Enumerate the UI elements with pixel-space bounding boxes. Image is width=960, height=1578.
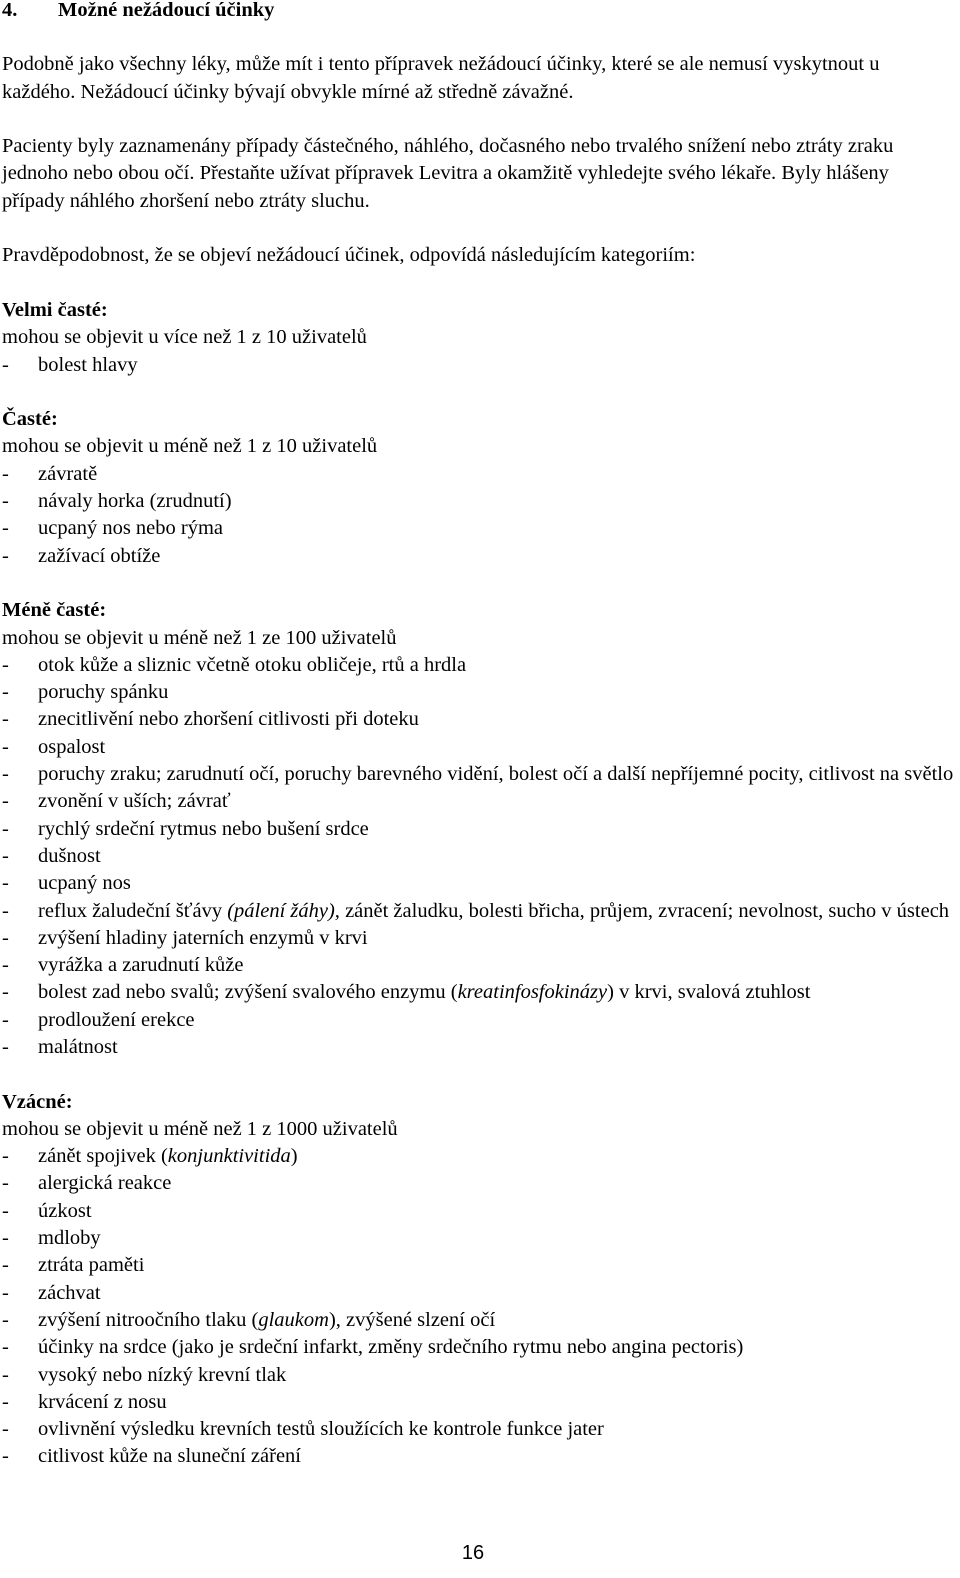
list-item: - znecitlivění nebo zhoršení citlivosti při doteku [2,708,419,731]
list-item: - mdloby [2,1227,101,1250]
category-frequency: mohou se objevit u méně než 1 ze 100 uživatelů [2,626,397,649]
list-item: - zánět spojivek (konjunktivitida) [2,1145,298,1168]
list-item: - zvonění v uších; závrať [2,790,231,813]
list-item: - ospalost [2,735,106,758]
stop-advice-text: Přestaňte užívat přípravek Levitra a okamžitě vyhledejte svého lékaře. [199,162,777,185]
hearing-warning-text: Byly hlášeny případy náhlého zhoršení nebo ztráty sluchu. [2,162,889,212]
list-item: - malátnost [2,1035,118,1058]
list-item: - reflux žaludeční šťávy (pálení žáhy), zánět žaludku, bolesti břicha, průjem, zvracení; nevolnost, sucho v ústech [2,899,950,922]
category-common [2,406,954,570]
list-item: - návaly horka (zrudnutí) [2,490,232,513]
section-heading [2,0,954,24]
list-item: - záchvat [2,1281,101,1304]
category-frequency: mohou se objevit u více než 1 z 10 uživatelů [2,326,367,349]
vision-warning-paragraph [2,133,954,215]
category-very-common [2,297,954,379]
list-item: - alergická reakce [2,1172,172,1195]
category-title: Časté: [2,408,58,431]
section-title: Možné nežádoucí účinky [58,0,275,21]
category-title: Vzácné: [2,1090,73,1113]
category-title: Velmi časté: [2,298,108,321]
list-item: - krvácení z nosu [2,1390,167,1413]
list-item: - prodloužení erekce [2,1008,195,1031]
category-title: Méně časté: [2,599,107,622]
list-item: - zažívací obtíže [2,544,161,567]
list-item: - poruchy spánku [2,681,169,704]
list-item: - otok kůže a sliznic včetně otoku obličeje, rtů a hrdla [2,653,467,676]
list-item: - poruchy zraku; zarudnutí očí, poruchy barevného vidění, bolest očí a další nepříjemné pocity, citlivost na světlo [2,763,954,786]
document-page [2,0,954,1498]
category-rare [2,1089,954,1471]
category-frequency: mohou se objevit u méně než 1 z 10 uživatelů [2,435,378,458]
list-item: - účinky na srdce (jako je srdeční infarkt, změny srdečního rytmu nebo angina pectoris) [2,1336,744,1359]
list-item: - ucpaný nos nebo rýma [2,517,224,540]
list-item: - dušnost [2,844,101,867]
list-item: - bolest zad nebo svalů; zvýšení svalového enzymu (kreatinfosfokinázy) v krvi, svalová ztuhlost [2,981,811,1004]
vision-warning-text: Pacienty byly zaznamenány případy částečného, náhlého, dočasného nebo trvalého snížení nebo ztráty zraku jednoho nebo obou očí. [2,135,894,185]
list-item: - ucpaný nos [2,872,131,895]
list-item: - vysoký nebo nízký krevní tlak [2,1363,287,1386]
list-item: - ztráta paměti [2,1254,145,1277]
category-frequency: mohou se objevit u méně než 1 z 1000 uživatelů [2,1117,398,1140]
list-item: - ovlivnění výsledku krevních testů sloužících ke kontrole funkce jater [2,1418,604,1441]
list-item: - bolest hlavy [2,353,138,376]
list-item: - zvýšení hladiny jaterních enzymů v krvi [2,926,368,949]
page-number: 16 [461,1542,485,1564]
list-item: - úzkost [2,1199,92,1222]
list-item: - citlivost kůže na sluneční záření [2,1445,301,1468]
list-item: - závratě [2,462,98,485]
section-number: 4. [2,0,18,21]
list-item: - rychlý srdeční rytmus nebo bušení srdce [2,817,369,840]
list-item: - vyrážka a zarudnutí kůže [2,954,244,977]
category-uncommon [2,597,954,1061]
intro-paragraph: Podobně jako všechny léky, může mít i tento přípravek nežádoucí účinky, které se ale nemusí vyskytnout u každého. Nežádoucí účinky bývají obvykle mírné až středně závažné. [2,53,880,103]
list-item: - zvýšení nitroočního tlaku (glaukom), zvýšené slzení očí [2,1308,496,1331]
frequency-intro-paragraph: Pravděpodobnost, že se objeví nežádoucí účinek, odpovídá následujícím kategoriím: [2,244,696,267]
